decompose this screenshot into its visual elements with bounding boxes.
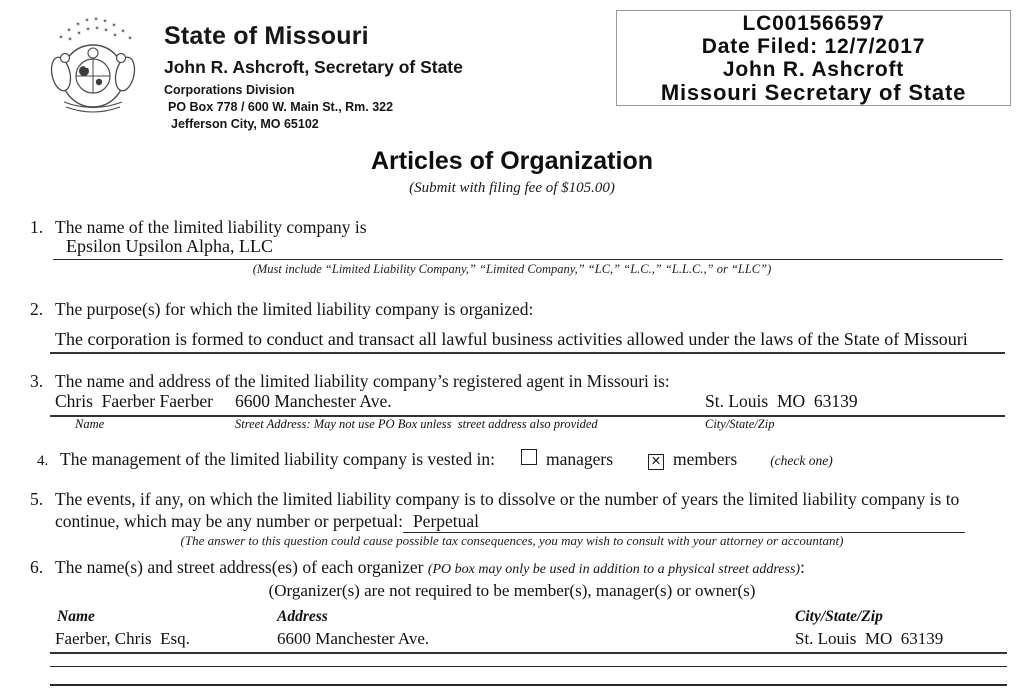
organizer-blank-line-1: [50, 649, 1007, 667]
item4-row: [37, 449, 833, 470]
agent-city-value: St. Louis MO 63139: [705, 391, 858, 411]
agent-city-label: City/State/Zip: [705, 417, 775, 431]
svg-text:✶: ✶: [58, 35, 64, 41]
item5-continuation-row: [55, 511, 965, 533]
agent-name-label: Name: [75, 417, 105, 431]
svg-text:✶: ✶: [66, 28, 72, 34]
item3-label-row: [30, 371, 670, 392]
item3-label: The name and address of the limited liability company’s registered agent in Missouri is:: [55, 371, 670, 391]
svg-text:✶: ✶: [76, 31, 82, 37]
company-name-value: Epsilon Upsilon Alpha, LLC: [66, 236, 273, 256]
item5-label-line1: The events, if any, on which the limited liability company is to dissolve or the number of years the limited liability company is to: [55, 489, 960, 509]
managers-checkbox-label: managers: [545, 449, 614, 469]
item5-label-row: [30, 489, 959, 510]
company-name-field: [53, 236, 1003, 260]
item1-instruction-note: (Must include “Limited Liability Company,” “Limited Company,” “LC,” “L.C.,” “L.L.C.,” or “LLC”): [252, 262, 772, 276]
members-checkbox-label: members: [673, 449, 738, 469]
organizer-name-value: Faerber, Chris Esq.: [55, 629, 190, 648]
item5-label-line2: continue, which may be any number or perpetual:: [55, 511, 403, 531]
svg-text:✶: ✶: [112, 33, 118, 39]
item1-label-row: [30, 217, 367, 238]
date-filed: Date Filed: 12/7/2017: [701, 35, 926, 58]
missouri-state-seal-icon: [46, 12, 140, 120]
agent-address-label: Street Address: May not use PO Box unless street address also provided: [235, 417, 598, 431]
organizer-address-header: Address: [277, 608, 328, 625]
filing-fee-note: (Submit with filing fee of $105.00): [409, 180, 615, 196]
purpose-value: The corporation is formed to conduct and transact all lawful business activities allowed under the laws of the State of Missouri: [55, 329, 968, 349]
division-name: Corporations Division: [164, 83, 295, 97]
organizer-address-value: 6600 Manchester Ave.: [277, 629, 430, 648]
svg-text:✶: ✶: [102, 19, 108, 25]
agent-name-value: Chris Faerber Faerber: [55, 391, 213, 411]
item6-label-suffix: :: [800, 557, 805, 577]
svg-text:✶: ✶: [103, 28, 109, 34]
svg-text:✶: ✶: [84, 18, 90, 24]
item5-tax-note: (The answer to this question could cause possible tax consequences, you may wish to consult with your attorney or accountant): [180, 533, 844, 548]
organizer-city-header: City/State/Zip: [795, 608, 883, 625]
svg-text:✶: ✶: [93, 17, 99, 23]
agency-address-line1: PO Box 778 / 600 W. Main St., Rm. 322: [168, 100, 394, 114]
item6-label: The name(s) and street address(es) of each organizer: [55, 557, 428, 577]
svg-text:✶: ✶: [75, 22, 81, 28]
svg-text:✶: ✶: [111, 23, 117, 29]
organizer-column-headers: [50, 608, 1007, 626]
item5-number: 5.: [30, 489, 44, 509]
svg-text:✶: ✶: [67, 37, 73, 43]
filing-official: John R. Ashcroft: [722, 58, 905, 81]
item2-label: The purpose(s) for which the limited liability company is organized:: [55, 299, 534, 319]
item6-number: 6.: [30, 557, 44, 577]
filing-number: LC001566597: [742, 12, 885, 35]
registered-agent-row: [50, 391, 1005, 417]
item1-number: 1.: [30, 217, 44, 237]
agent-address-value: 6600 Manchester Ave.: [235, 391, 392, 411]
members-checkbox: ✕: [648, 454, 664, 470]
svg-text:✶: ✶: [120, 29, 126, 35]
check-one-note: (check one): [770, 453, 833, 468]
svg-text:✶: ✶: [127, 36, 133, 42]
document-title: Articles of Organization: [371, 147, 653, 175]
organizer-name-header: Name: [57, 608, 95, 625]
svg-text:✶: ✶: [94, 26, 100, 32]
item2-number: 2.: [30, 299, 44, 319]
managers-checkbox: [521, 449, 537, 465]
item4-label: The management of the limited liability company is vested in:: [60, 449, 495, 469]
agency-header: [164, 22, 463, 132]
organizer-city-value: St. Louis MO 63139: [795, 629, 944, 648]
organizer-requirement-note: (Organizer(s) are not required to be member(s), manager(s) or owner(s): [268, 581, 756, 600]
state-name: State of Missouri: [164, 22, 369, 50]
item2-label-row: [30, 299, 533, 320]
filing-office: Missouri Secretary of State: [660, 80, 967, 105]
item3-number: 3.: [30, 371, 44, 391]
purpose-field: [50, 329, 1005, 354]
duration-field: Perpetual: [403, 511, 965, 533]
item6-label-row: [30, 557, 805, 578]
agency-address-line2: Jefferson City, MO 65102: [171, 117, 319, 131]
item1-label: The name of the limited liability company is: [55, 217, 367, 237]
item4-number: 4.: [37, 453, 49, 469]
item6-po-box-note: (PO box may only be used in addition to a physical street address): [427, 562, 801, 577]
svg-text:✶: ✶: [85, 27, 91, 33]
organizer-blank-line-2: [50, 668, 1007, 686]
secretary-name: John R. Ashcroft, Secretary of State: [164, 57, 463, 77]
filing-stamp-box: [616, 10, 1011, 106]
registered-agent-column-labels: [50, 417, 1005, 432]
